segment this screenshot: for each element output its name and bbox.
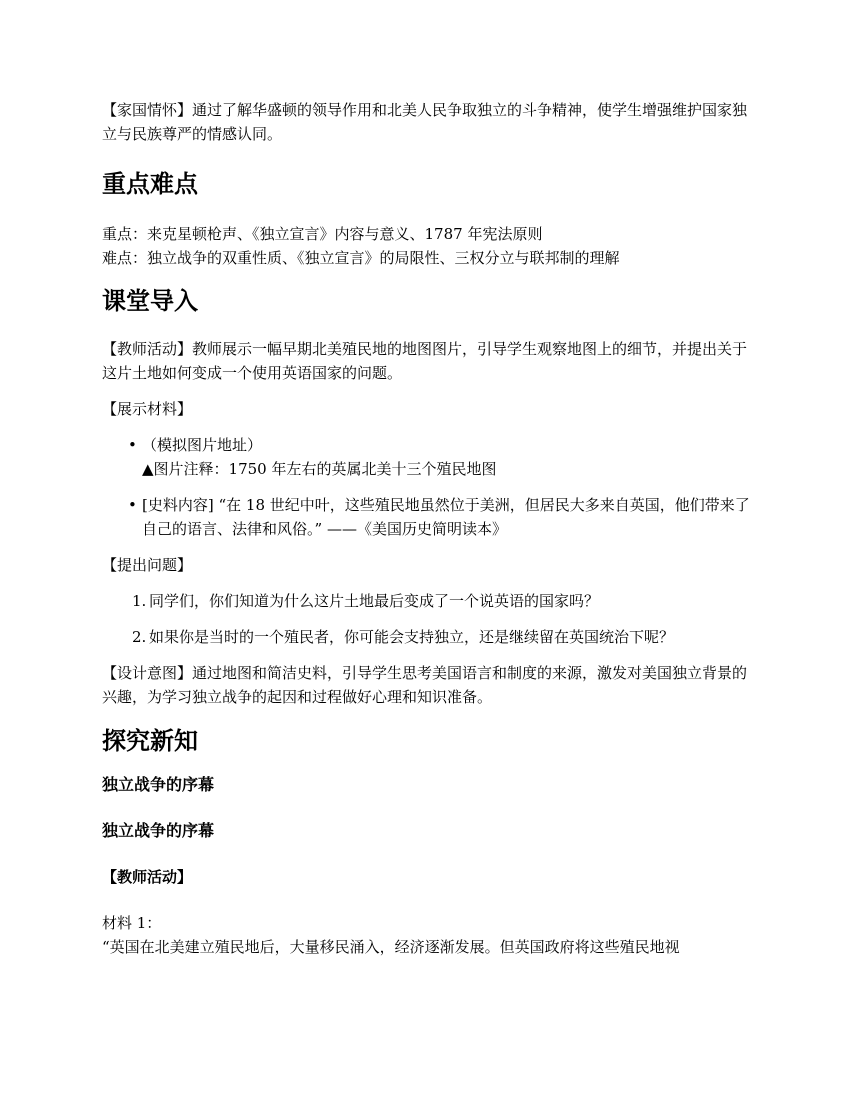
focus-line: 重点：来克星顿枪声、《独立宣言》内容与意义、1787 年宪法原则	[102, 225, 543, 243]
question-text: 同学们，你们知道为什么这片土地最后变成了一个说英语的国家吗？	[149, 592, 600, 610]
question-text: 如果你是当时的一个殖民者，你可能会支持独立，还是继续留在英国统治下呢？	[149, 628, 675, 646]
design-intent-paragraph: 【设计意图】通过地图和简洁史料，引导学生思考美国语言和制度的来源，激发对美国独立背景的兴趣，为学习独立战争的起因和过程做好心理和知识准备。	[102, 664, 748, 706]
material-image-caption: ▲图片注释：1750 年左右的英属北美十三个殖民地图	[142, 460, 497, 478]
questions-label: 【提出问题】	[102, 556, 193, 574]
section-subheading: 独立战争的序幕	[102, 821, 215, 840]
lead-in-heading: 课堂导入	[102, 287, 198, 315]
material-label: 材料 1：	[102, 914, 162, 932]
explore-heading: 探究新知	[102, 727, 198, 755]
document-page	[102, 98, 760, 959]
material-source-text: [史料内容] “在 18 世纪中叶，这些殖民地虽然位于美洲，但居民大多来自英国，他们带来了自己的语言、法律和风俗。” ——《美国历史简明读本》	[142, 496, 750, 538]
bullet-icon: •	[128, 436, 137, 454]
section-subheading: 独立战争的序幕	[102, 775, 215, 794]
question-number: 1.	[132, 592, 147, 610]
key-points-heading: 重点难点	[102, 170, 198, 198]
material-image-placeholder: （模拟图片地址）	[142, 436, 263, 454]
materials-label: 【展示材料】	[102, 400, 193, 418]
bullet-icon: •	[128, 496, 137, 514]
question-number: 2.	[132, 628, 147, 646]
teacher-activity-label: 【教师活动】	[102, 868, 193, 886]
difficulty-line: 难点：独立战争的双重性质、《独立宣言》的局限性、三权分立与联邦制的理解	[102, 249, 620, 267]
material-text: “英国在北美建立殖民地后，大量移民涌入，经济逐渐发展。但英国政府将这些殖民地视	[102, 938, 680, 956]
questions-list	[102, 589, 760, 649]
materials-list	[102, 433, 760, 541]
teacher-activity-paragraph: 【教师活动】教师展示一幅早期北美殖民地的地图图片，引导学生观察地图上的细节，并提出关于这片土地如何变成一个使用英语国家的问题。	[102, 340, 748, 382]
question-item	[102, 589, 760, 613]
material-item-source	[102, 493, 760, 541]
question-item	[102, 625, 760, 649]
material-item-map	[102, 433, 760, 481]
patriotism-paragraph: 【家国情怀】通过了解华盛顿的领导作用和北美人民争取独立的斗争精神，使学生增强维护国家独立与民族尊严的情感认同。	[102, 101, 748, 143]
